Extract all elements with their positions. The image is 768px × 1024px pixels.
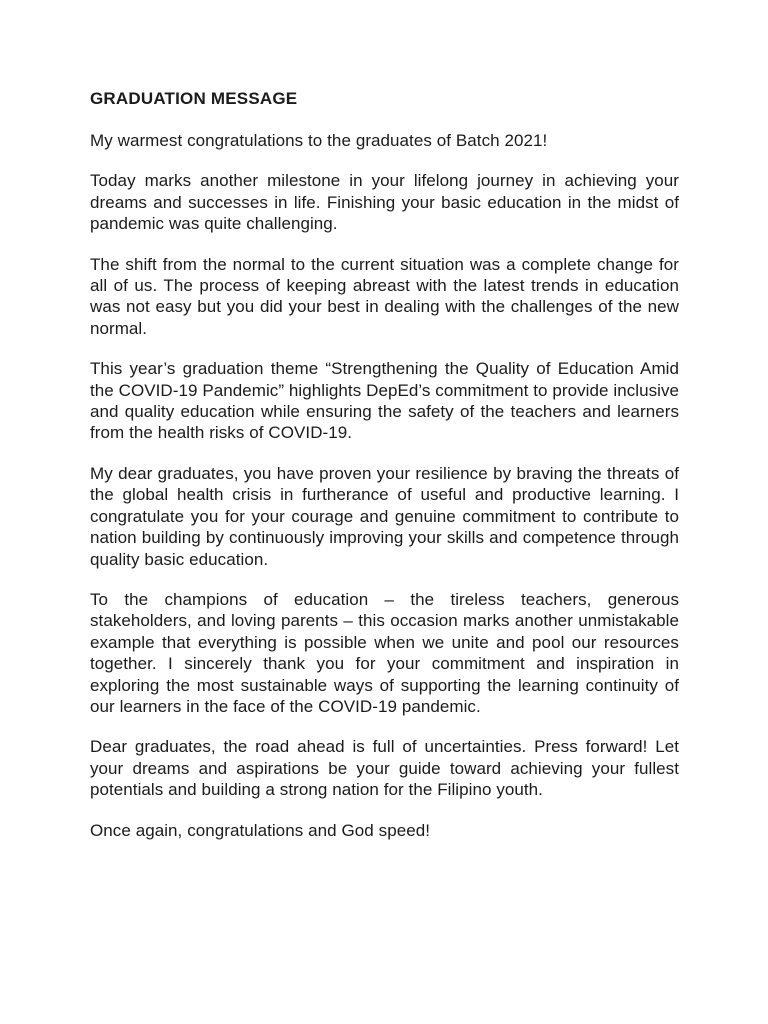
- paragraph-shift-to-new-normal: The shift from the normal to the current situation was a complete change for all of us. The process of keeping abreast with the latest trends in education was not easy but you did your best in dealing with the challenges of the new normal.: [90, 254, 679, 338]
- paragraph-road-ahead: Dear graduates, the road ahead is full of uncertainties. Press forward! Let your dreams and aspirations be your guide toward achieving your fullest potentials and building a strong nation for the Filipino youth.: [90, 737, 679, 800]
- paragraph-salutation: My warmest congratulations to the graduates of Batch 2021!: [90, 131, 548, 150]
- paragraph-champions-of-education: To the champions of education – the tireless teachers, generous stakeholders, and loving parents – this occasion marks another unmistakable example that everything is possible when we unite and pool our resources together. I sincerely thank you for your commitment and inspiration in exploring the most sustainable ways of supporting the learning continuity of our learners in the face of the COVID-19 pandemic.: [90, 589, 679, 716]
- paragraph-graduation-theme: This year’s graduation theme “Strengthening the Quality of Education Amid the COVID-19 Pandemic” highlights DepEd’s commitment to provide inclusive and quality education while ensuring the safety of the teachers and learners from the health risks of COVID-19.: [90, 359, 680, 443]
- paragraph-milestone: Today marks another milestone in your lifelong journey in achieving your dreams and successes in life. Finishing your basic education in the midst of pandemic was quite challenging.: [90, 171, 679, 234]
- document-text-body: [90, 88, 679, 841]
- page-title: GRADUATION MESSAGE: [90, 89, 298, 108]
- paragraph-resilience: My dear graduates, you have proven your resilience by braving the threats of the global health crisis in furtherance of useful and productive learning. I congratulate you for your courage and genuine commitment to contribute to nation building by continuously improving your skills and competence through quality basic education.: [90, 463, 679, 569]
- paragraph-closing: Once again, congratulations and God speed!: [90, 820, 431, 840]
